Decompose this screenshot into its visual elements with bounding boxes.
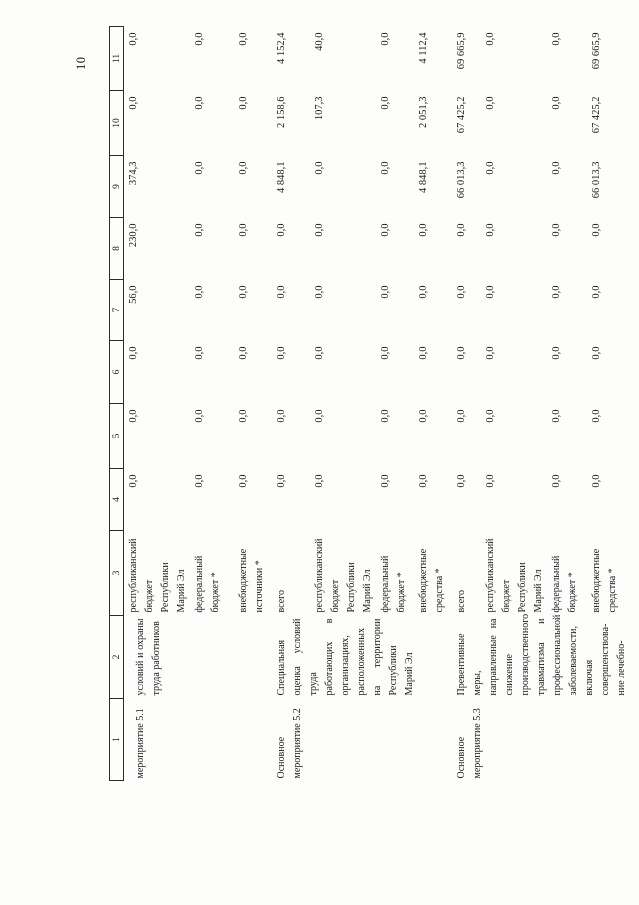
value-cell: 0,0 bbox=[276, 409, 287, 423]
value-cell: 0,0 bbox=[456, 409, 467, 423]
description-cell: Специальная оценка условий труда работающих в организациях, расположенных на территории Республики Марий Эл bbox=[276, 618, 415, 696]
value-cell: 0,0 bbox=[485, 161, 496, 175]
value-cell: 0,0 bbox=[485, 409, 496, 423]
value-cell: 0,0 bbox=[551, 32, 562, 46]
value-cell: 0,0 bbox=[456, 223, 467, 237]
value-cell: 0,0 bbox=[380, 285, 391, 299]
value-cell: 0,0 bbox=[551, 161, 562, 175]
value-cell: 0,0 bbox=[380, 32, 391, 46]
value-cell: 0,0 bbox=[418, 285, 429, 299]
value-cell: 0,0 bbox=[276, 346, 287, 360]
table-row bbox=[124, 27, 191, 781]
value-cell: 0,0 bbox=[194, 161, 205, 175]
funding-source-cell: всего bbox=[456, 589, 467, 613]
funding-source-cell: всего bbox=[276, 589, 287, 613]
value-cell: 0,0 bbox=[238, 409, 249, 423]
value-cell: 0,0 bbox=[276, 285, 287, 299]
activity-cell: Основное мероприятие 5.3 bbox=[456, 708, 483, 779]
value-cell: 0,0 bbox=[194, 346, 205, 360]
value-cell: 0,0 bbox=[194, 285, 205, 299]
funding-source-cell: республиканский бюджет Республики Марий Эл bbox=[128, 538, 187, 613]
value-cell: 0,0 bbox=[551, 346, 562, 360]
value-cell: 0,0 bbox=[418, 474, 429, 488]
value-cell: 0,0 bbox=[485, 285, 496, 299]
value-cell: 0,0 bbox=[591, 223, 602, 237]
value-cell: 0,0 bbox=[456, 346, 467, 360]
value-cell: 0,0 bbox=[380, 96, 391, 110]
funding-source-cell: республиканский бюджет Республики Марий Эл bbox=[314, 538, 373, 613]
value-cell: 0,0 bbox=[194, 474, 205, 488]
activity-cell: Основное мероприятие 5.2 bbox=[276, 708, 303, 779]
value-cell: 0,0 bbox=[418, 223, 429, 237]
page-number: 10 bbox=[74, 56, 88, 70]
value-cell: 4 848,1 bbox=[418, 161, 429, 193]
value-cell: 0,0 bbox=[591, 474, 602, 488]
value-cell: 0,0 bbox=[591, 346, 602, 360]
value-cell: 66 013,3 bbox=[456, 161, 467, 199]
value-cell: 0,0 bbox=[485, 96, 496, 110]
value-cell: 0,0 bbox=[194, 96, 205, 110]
budget-table bbox=[109, 26, 639, 781]
column-number-header: 10 bbox=[110, 91, 124, 156]
funding-source-cell: федеральный бюджет * bbox=[551, 555, 578, 613]
value-cell: 66 013,3 bbox=[591, 161, 602, 199]
funding-source-cell: внебюджетные средства * bbox=[418, 548, 445, 613]
value-cell: 2 158,6 bbox=[276, 96, 287, 128]
value-cell: 0,0 bbox=[128, 32, 139, 46]
value-cell: 0,0 bbox=[194, 409, 205, 423]
value-cell: 4 848,1 bbox=[276, 161, 287, 193]
value-cell: 2 051,3 bbox=[418, 96, 429, 128]
column-number-header: 11 bbox=[110, 27, 124, 91]
column-number-header: 1 bbox=[110, 699, 124, 781]
funding-source-cell: внебюджетные источники * bbox=[238, 548, 265, 613]
value-cell: 0,0 bbox=[456, 474, 467, 488]
value-cell: 4 112,4 bbox=[418, 32, 429, 64]
value-cell: 56,0 bbox=[128, 285, 139, 304]
value-cell: 0,0 bbox=[238, 346, 249, 360]
value-cell: 0,0 bbox=[456, 285, 467, 299]
description-cell: Превентивные меры, направленные на снижение производственного травматизма и профессиональной заболеваемости, включая совершенствова-ние лечебно- bbox=[456, 613, 627, 696]
column-number-header: 3 bbox=[110, 531, 124, 616]
value-cell: 0,0 bbox=[551, 96, 562, 110]
value-cell: 0,0 bbox=[128, 346, 139, 360]
column-number-header: 7 bbox=[110, 280, 124, 341]
funding-source-cell: федеральный бюджет * bbox=[380, 555, 407, 613]
activity-cell: мероприятие 5.1 bbox=[135, 708, 146, 779]
value-cell: 0,0 bbox=[380, 474, 391, 488]
table-row bbox=[272, 27, 310, 781]
value-cell: 0,0 bbox=[314, 161, 325, 175]
value-cell: 230,0 bbox=[128, 223, 139, 248]
value-cell: 0,0 bbox=[591, 285, 602, 299]
value-cell: 0,0 bbox=[128, 96, 139, 110]
value-cell: 0,0 bbox=[418, 409, 429, 423]
value-cell: 69 665,9 bbox=[591, 32, 602, 70]
value-cell: 0,0 bbox=[591, 409, 602, 423]
value-cell: 0,0 bbox=[380, 161, 391, 175]
value-cell: 0,0 bbox=[314, 285, 325, 299]
value-cell: 0,0 bbox=[314, 223, 325, 237]
table-row bbox=[452, 27, 481, 781]
value-cell: 67 425,2 bbox=[456, 96, 467, 134]
funding-source-cell: внебюджетные средства * bbox=[591, 548, 618, 613]
value-cell: 0,0 bbox=[314, 346, 325, 360]
value-cell: 0,0 bbox=[194, 32, 205, 46]
value-cell: 0,0 bbox=[238, 223, 249, 237]
value-cell: 0,0 bbox=[314, 474, 325, 488]
value-cell: 67 425,2 bbox=[591, 96, 602, 134]
value-cell: 0,0 bbox=[551, 285, 562, 299]
value-cell: 0,0 bbox=[418, 346, 429, 360]
column-number-header: 9 bbox=[110, 156, 124, 218]
value-cell: 0,0 bbox=[485, 32, 496, 46]
value-cell: 0,0 bbox=[485, 223, 496, 237]
value-cell: 0,0 bbox=[238, 474, 249, 488]
value-cell: 374,3 bbox=[128, 161, 139, 186]
value-cell: 0,0 bbox=[485, 474, 496, 488]
description-cell: условий и охраны труда работников bbox=[135, 618, 162, 696]
value-cell: 0,0 bbox=[194, 223, 205, 237]
column-number-header: 6 bbox=[110, 341, 124, 404]
value-cell: 0,0 bbox=[276, 474, 287, 488]
value-cell: 0,0 bbox=[551, 474, 562, 488]
value-cell: 0,0 bbox=[238, 96, 249, 110]
value-cell: 0,0 bbox=[128, 409, 139, 423]
value-cell: 0,0 bbox=[238, 285, 249, 299]
column-number-header: 5 bbox=[110, 404, 124, 469]
value-cell: 0,0 bbox=[380, 223, 391, 237]
value-cell: 0,0 bbox=[380, 346, 391, 360]
value-cell: 107,3 bbox=[314, 96, 325, 121]
value-cell: 0,0 bbox=[128, 474, 139, 488]
funding-source-cell: федеральный бюджет * bbox=[194, 555, 221, 613]
value-cell: 0,0 bbox=[314, 409, 325, 423]
value-cell: 0,0 bbox=[276, 223, 287, 237]
value-cell: 0,0 bbox=[485, 346, 496, 360]
value-cell: 69 665,9 bbox=[456, 32, 467, 70]
value-cell: 4 152,4 bbox=[276, 32, 287, 64]
column-number-header: 8 bbox=[110, 218, 124, 280]
value-cell: 0,0 bbox=[551, 223, 562, 237]
column-number-header: 2 bbox=[110, 616, 124, 699]
funding-source-cell: республиканский бюджет Республики Марий Эл bbox=[485, 538, 544, 613]
value-cell: 0,0 bbox=[238, 32, 249, 46]
column-number-header-row bbox=[110, 27, 124, 781]
value-cell: 40,0 bbox=[314, 32, 325, 51]
value-cell: 0,0 bbox=[238, 161, 249, 175]
value-cell: 0,0 bbox=[380, 409, 391, 423]
value-cell: 0,0 bbox=[551, 409, 562, 423]
column-number-header: 4 bbox=[110, 469, 124, 531]
